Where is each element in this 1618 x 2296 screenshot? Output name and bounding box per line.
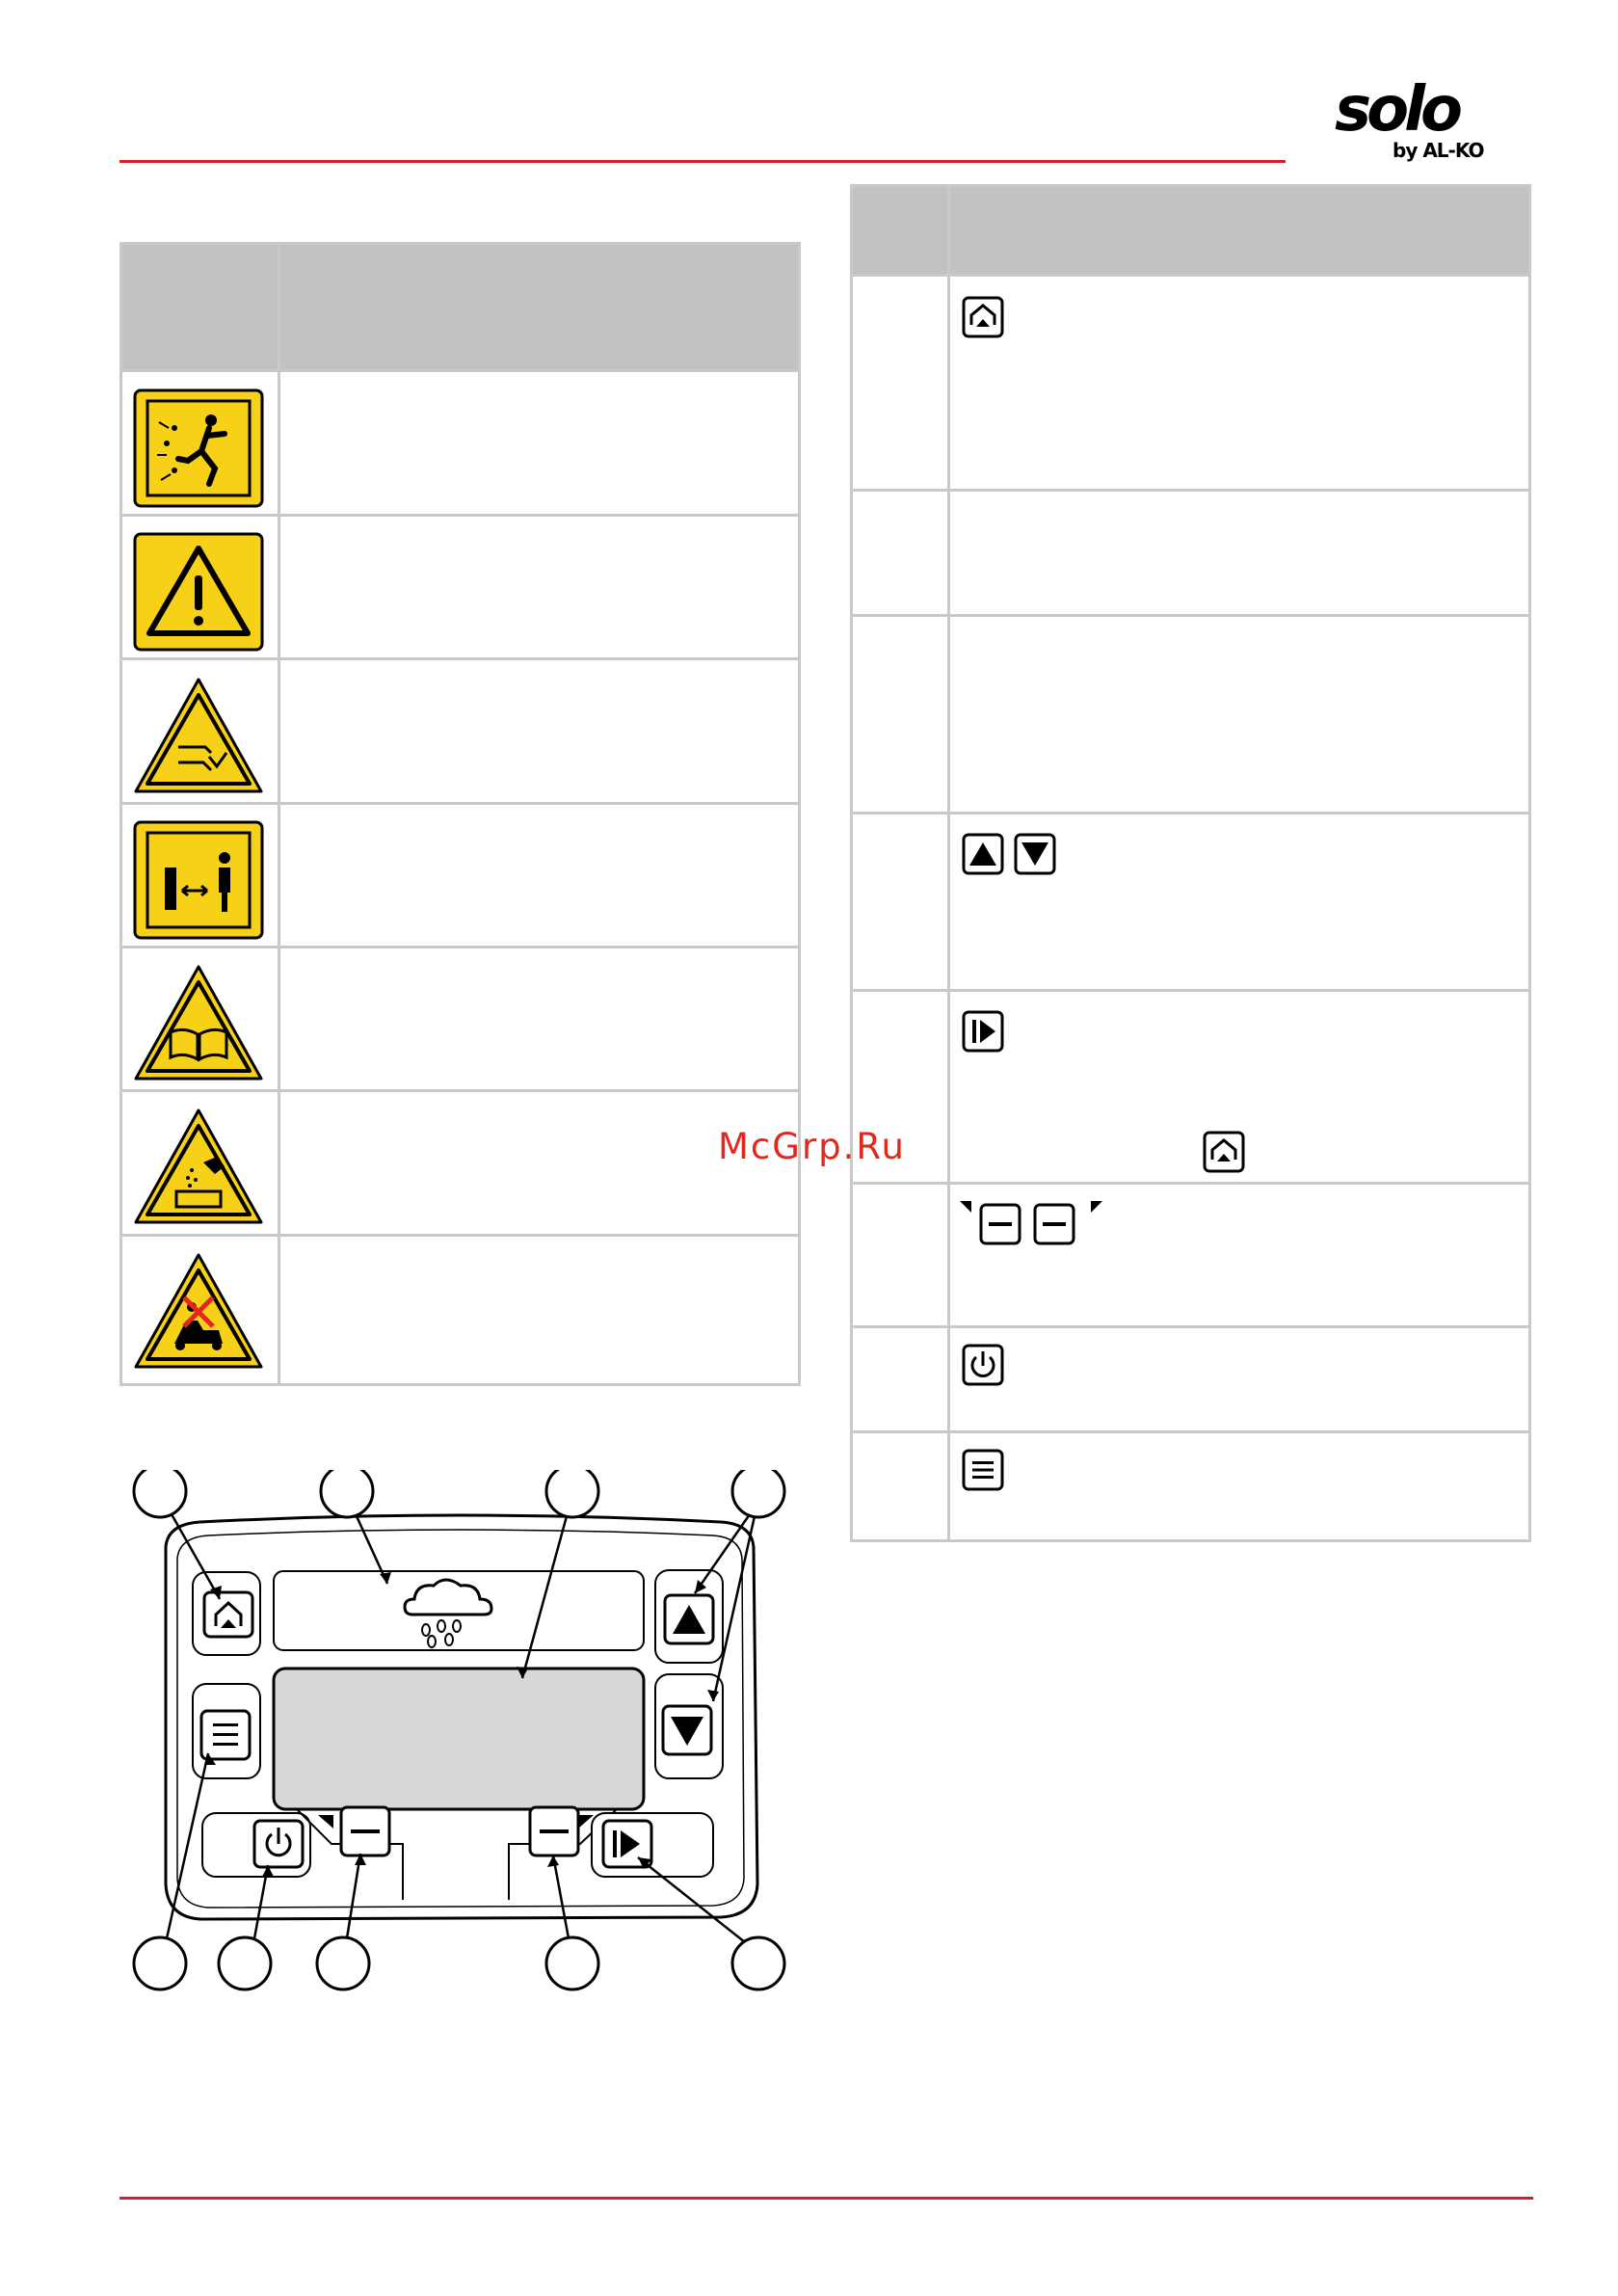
control-panel-diagram [123,1470,798,2000]
home-key-icon-inline [1203,1131,1245,1173]
logo-text: solo [1335,74,1458,146]
play-key-icon [962,1010,1004,1053]
panel-right-softkey[interactable] [530,1807,578,1855]
header-rule [119,160,1286,163]
up-arrow-key-icon [962,833,1004,875]
no-passengers-warning-icon [132,1251,265,1373]
down-arrow-key-icon [1014,833,1056,875]
keys-table-header [853,187,1528,276]
watermark: McGrp.Ru [718,1126,906,1167]
panel-up-key[interactable] [665,1595,713,1643]
general-warning-icon [132,531,265,653]
brand-logo [1335,74,1503,166]
safety-table-header [122,245,798,372]
panel-power-key[interactable] [254,1821,303,1867]
keep-safe-distance-icon [132,819,265,941]
panel-home-key[interactable] [204,1592,252,1637]
panel-left-softkey[interactable] [341,1807,389,1855]
panel-menu-key[interactable] [201,1711,250,1759]
home-key-icon [962,296,1004,338]
power-key-icon [962,1344,1004,1386]
ejected-objects-warning-icon [132,387,265,509]
menu-key-icon [962,1449,1004,1491]
panel-down-key[interactable] [663,1706,711,1754]
cutting-blade-hand-warning-icon [132,676,265,797]
logo-subtext: by AL-KO [1393,139,1484,162]
control-keys-table [850,184,1531,1542]
battery-acid-warning-icon [132,1107,265,1228]
footer-rule [119,2197,1533,2200]
softkeys-icon [960,1201,1102,1247]
read-manual-warning-icon [132,963,265,1084]
